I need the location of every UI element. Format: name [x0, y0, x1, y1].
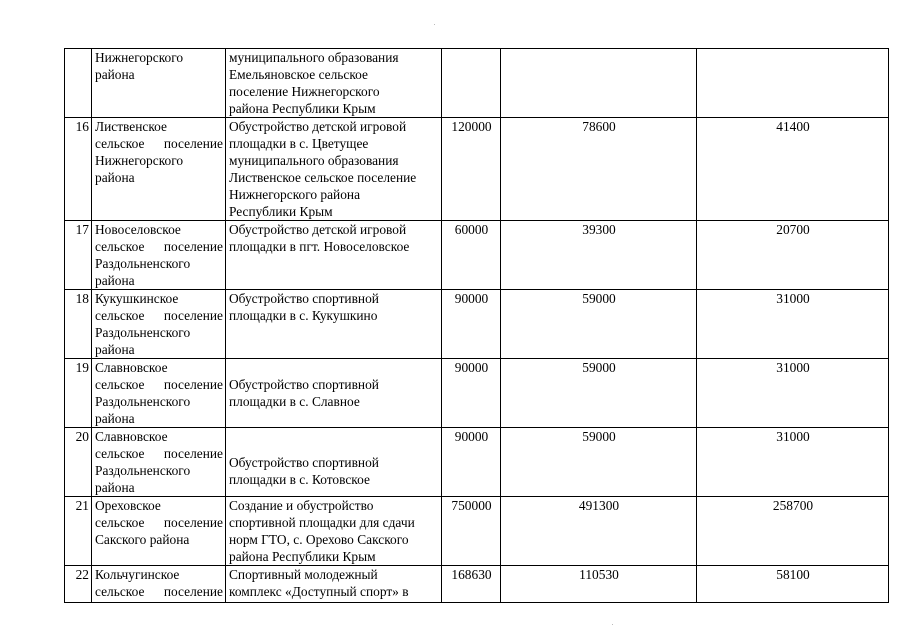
object-line: Емельяновское сельское — [229, 67, 368, 82]
municipality-cell — [92, 221, 226, 290]
municipality-line: сельское поселение — [95, 446, 223, 461]
object-line: Обустройство спортивной — [229, 455, 379, 470]
object-line: муниципального образования — [229, 153, 399, 168]
municipality-line: сельское поселение — [95, 515, 223, 530]
regional-amount: 41400 — [697, 118, 889, 221]
municipality-line: Славновское — [95, 360, 168, 375]
scan-speck — [612, 624, 613, 625]
municipality-line: сельское поселение — [95, 377, 223, 392]
municipality-cell — [92, 49, 226, 118]
municipality-cell — [92, 118, 226, 221]
municipality-line: Кукушкинское — [95, 291, 179, 306]
row-number: 22 — [65, 566, 92, 603]
table-row — [65, 290, 889, 359]
object-line: площадки в с. Кукушкино — [229, 308, 378, 323]
federal-amount: 59000 — [501, 428, 697, 497]
object-line: района Республики Крым — [229, 549, 376, 564]
total-amount: 168630 — [442, 566, 501, 603]
municipality-line: Раздольненского — [95, 394, 191, 409]
municipality-line: Раздольненского — [95, 463, 191, 478]
regional-amount: 31000 — [697, 428, 889, 497]
municipality-line: Ореховское — [95, 498, 161, 513]
federal-amount: 78600 — [501, 118, 697, 221]
federal-amount — [501, 49, 697, 118]
table-row — [65, 566, 889, 603]
object-cell — [226, 290, 442, 359]
regional-amount: 20700 — [697, 221, 889, 290]
object-line: площадки в пгт. Новоселовское — [229, 239, 410, 254]
total-amount — [442, 49, 501, 118]
total-amount: 750000 — [442, 497, 501, 566]
object-line: спортивной площадки для сдачи — [229, 515, 415, 530]
row-number: 16 — [65, 118, 92, 221]
object-line: Спортивный молодежный — [229, 567, 378, 582]
object-line: Обустройство спортивной — [229, 377, 379, 392]
municipality-line: района — [95, 411, 135, 426]
table-row — [65, 118, 889, 221]
regional-amount: 258700 — [697, 497, 889, 566]
table-body — [65, 49, 889, 603]
table-row — [65, 497, 889, 566]
object-line: площадки в с. Славное — [229, 394, 360, 409]
row-number — [65, 49, 92, 118]
municipality-cell — [92, 428, 226, 497]
municipality-line: района — [95, 273, 135, 288]
object-line: Обустройство детской игровой — [229, 119, 407, 134]
scan-speck — [434, 24, 435, 25]
object-line: района Республики Крым — [229, 101, 376, 116]
object-line: Создание и обустройство — [229, 498, 374, 513]
municipality-line: Лиственское — [95, 119, 167, 134]
total-amount: 90000 — [442, 428, 501, 497]
federal-amount: 39300 — [501, 221, 697, 290]
row-number: 21 — [65, 497, 92, 566]
object-line: норм ГТО, с. Орехово Сакского — [229, 532, 409, 547]
object-cell — [226, 49, 442, 118]
object-line: Обустройство детской игровой — [229, 222, 407, 237]
object-line: Обустройство спортивной — [229, 291, 379, 306]
regional-amount: 31000 — [697, 290, 889, 359]
object-line: поселение Нижнегорского — [229, 84, 380, 99]
row-number: 17 — [65, 221, 92, 290]
object-cell — [226, 497, 442, 566]
subsidy-table — [64, 48, 889, 603]
municipality-cell — [92, 290, 226, 359]
federal-amount: 59000 — [501, 359, 697, 428]
object-line: Республики Крым — [229, 204, 333, 219]
row-number: 20 — [65, 428, 92, 497]
object-line: Лиственское сельское поселение — [229, 170, 417, 185]
object-cell — [226, 118, 442, 221]
object-line: муниципального образования — [229, 50, 399, 65]
table-row — [65, 359, 889, 428]
municipality-line: района — [95, 170, 135, 185]
municipality-line: Раздольненского — [95, 325, 191, 340]
federal-amount: 110530 — [501, 566, 697, 603]
regional-amount: 58100 — [697, 566, 889, 603]
municipality-line: Сакского района — [95, 532, 190, 547]
table-row — [65, 428, 889, 497]
municipality-line: района — [95, 67, 135, 82]
row-number: 19 — [65, 359, 92, 428]
municipality-line: Раздольненского — [95, 256, 191, 271]
federal-amount: 491300 — [501, 497, 697, 566]
total-amount: 90000 — [442, 359, 501, 428]
federal-amount: 59000 — [501, 290, 697, 359]
object-line: площадки в с. Цветущее — [229, 136, 369, 151]
municipality-line: сельское поселение — [95, 136, 223, 151]
municipality-line: района — [95, 480, 135, 495]
object-line: комплекс «Доступный спорт» в — [229, 584, 409, 599]
object-cell — [226, 359, 442, 428]
regional-amount: 31000 — [697, 359, 889, 428]
municipality-line: Славновское — [95, 429, 168, 444]
table-row — [65, 49, 889, 118]
object-cell — [226, 428, 442, 497]
municipality-line: сельское поселение — [95, 308, 223, 323]
municipality-line: Новоселовское — [95, 222, 181, 237]
municipality-line: сельское поселение — [95, 584, 223, 599]
total-amount: 90000 — [442, 290, 501, 359]
municipality-line: Нижнегорского — [95, 153, 184, 168]
municipality-line: района — [95, 342, 135, 357]
row-number: 18 — [65, 290, 92, 359]
total-amount: 60000 — [442, 221, 501, 290]
total-amount: 120000 — [442, 118, 501, 221]
regional-amount — [697, 49, 889, 118]
object-cell — [226, 566, 442, 603]
table-row — [65, 221, 889, 290]
municipality-cell — [92, 566, 226, 603]
municipality-line: Нижнегорского — [95, 50, 184, 65]
object-line: площадки в с. Котовское — [229, 472, 370, 487]
object-line: Нижнегорского района — [229, 187, 361, 202]
municipality-cell — [92, 497, 226, 566]
municipality-line: сельское поселение — [95, 239, 223, 254]
municipality-line: Кольчугинское — [95, 567, 180, 582]
object-cell — [226, 221, 442, 290]
municipality-cell — [92, 359, 226, 428]
